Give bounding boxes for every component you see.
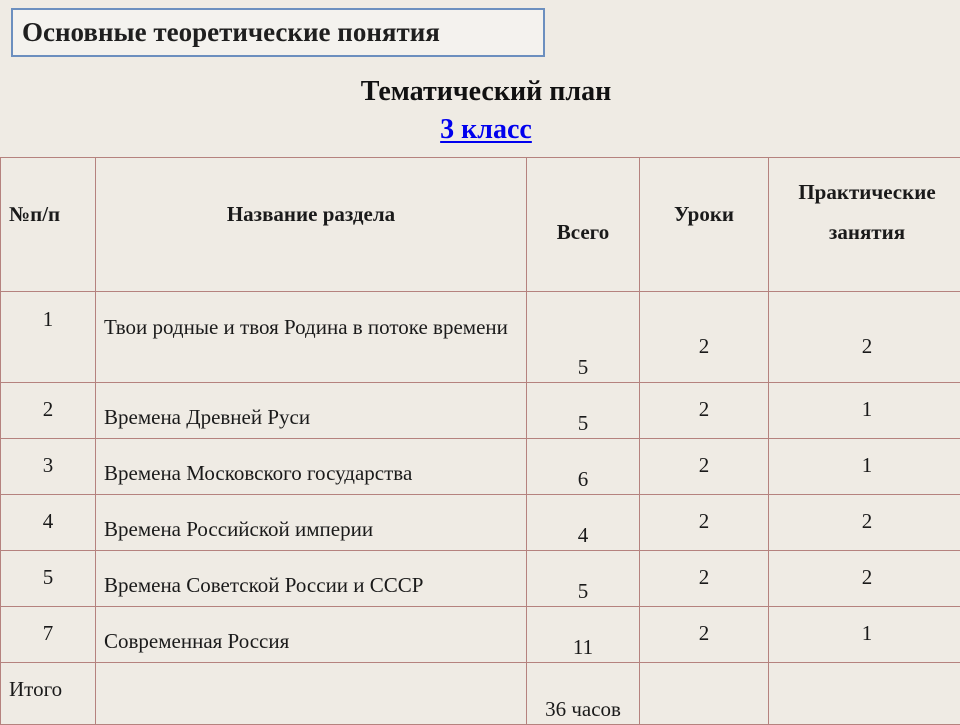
row-num: 2	[1, 383, 96, 439]
row-num: 5	[1, 551, 96, 607]
row-lessons: 2	[640, 551, 769, 607]
total-row-lessons	[640, 663, 769, 725]
row-lessons: 2	[640, 439, 769, 495]
row-name: Времена Древней Руси	[96, 383, 527, 439]
row-name: Времена Советской России и СССР	[96, 551, 527, 607]
row-num: 1	[1, 292, 96, 383]
row-practice: 2	[769, 551, 960, 607]
slide-title: Основные теоретические понятия	[22, 17, 440, 48]
total-row-total: 36 часов	[527, 663, 640, 725]
row-num: 4	[1, 495, 96, 551]
column-header-practice-line2: занятия	[769, 212, 960, 252]
plan-title: Тематический план	[0, 76, 960, 108]
row-num: 3	[1, 439, 96, 495]
row-practice: 2	[769, 292, 960, 383]
column-header-lessons: Уроки	[640, 158, 769, 292]
total-row-label: Итого	[1, 663, 96, 725]
row-name: Времена Российской империи	[96, 495, 527, 551]
total-row-practice	[769, 663, 960, 725]
slide-header	[11, 8, 545, 57]
row-name: Твои родные и твоя Родина в потоке времени	[96, 292, 527, 383]
row-num: 7	[1, 607, 96, 663]
column-header-num: №п/п	[1, 158, 96, 292]
row-lessons: 2	[640, 495, 769, 551]
column-header-name: Название раздела	[96, 158, 527, 292]
row-lessons: 2	[640, 383, 769, 439]
row-lessons: 2	[640, 292, 769, 383]
table-row	[1, 551, 960, 607]
total-row-name	[96, 663, 527, 725]
table-row	[1, 292, 960, 383]
column-header-practice-line1: Практические	[769, 172, 960, 212]
table-row	[1, 439, 960, 495]
table-row	[1, 495, 960, 551]
table-header-row	[1, 158, 960, 292]
row-name: Современная Россия	[96, 607, 527, 663]
class-link[interactable]: 3 класс	[440, 114, 532, 145]
class-link-wrapper	[0, 114, 960, 146]
row-total: 6	[527, 439, 640, 495]
row-total: 5	[527, 292, 640, 383]
row-total: 5	[527, 551, 640, 607]
column-header-practice	[769, 158, 960, 292]
row-total: 4	[527, 495, 640, 551]
row-total: 11	[527, 607, 640, 663]
row-practice: 2	[769, 495, 960, 551]
thematic-plan-table	[0, 157, 960, 725]
table-row	[1, 607, 960, 663]
table-total-row	[1, 663, 960, 725]
column-header-total: Всего	[527, 158, 640, 292]
table-row	[1, 383, 960, 439]
row-practice: 1	[769, 439, 960, 495]
row-practice: 1	[769, 383, 960, 439]
row-lessons: 2	[640, 607, 769, 663]
row-total: 5	[527, 383, 640, 439]
row-name: Времена Московского государства	[96, 439, 527, 495]
row-practice: 1	[769, 607, 960, 663]
